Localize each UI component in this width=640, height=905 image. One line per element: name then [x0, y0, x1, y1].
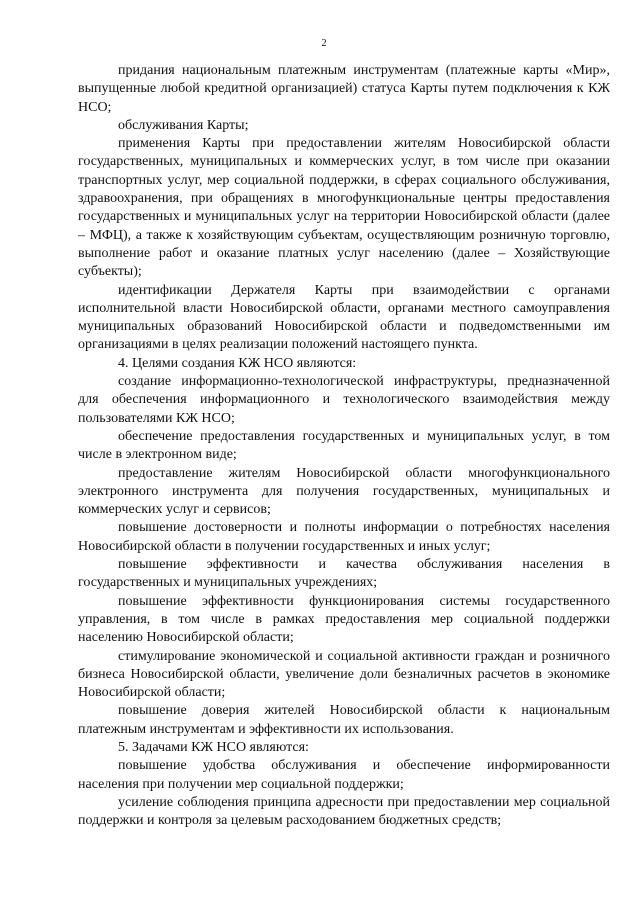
paragraph: придания национальным платежным инструментам (платежные карты «Мир», выпущенные любой кредитной организацией) статуса Карты путем подключения к КЖ НСО;: [78, 63, 610, 115]
paragraph: повышение удобства обслуживания и обеспечение информированности населения при получении мер социальной поддержки;: [78, 758, 610, 792]
paragraph: стимулирование экономической и социальной активности граждан и розничного бизнеса Новосибирской области, увеличение доли безналичных расчетов в экономике Новосибирской области;: [78, 648, 610, 701]
paragraph: обслуживания Карты;: [118, 117, 249, 133]
page-number: 2: [321, 38, 327, 49]
paragraph: 4. Целями создания КЖ НСО являются:: [118, 355, 357, 371]
paragraph: применения Карты при предоставлении жителям Новосибирской области государственных, муниципальных и коммерческих услуг, в том числе при оказании транспортных услуг, мер социальной поддержки, в сферах социального обслуживания, здравоохранения, при обращениях в многофункциональные центры предоставления государственных и муниципальных услуг на территории Новосибирской области (далее – МФЦ), а также к хозяйствующим субъектам, осуществляющим розничную торговлю, выполнение работ и оказание платных услуг населению (далее – Хозяйствующие субъекты);: [78, 136, 610, 280]
paragraph: повышение эффективности функционирования системы государственного управления, в том числе в рамках предоставления мер социальной поддержки населению Новосибирской области;: [78, 593, 610, 646]
paragraph: создание информационно-технологической инфраструктуры, предназначенной для обеспечения информационного и технологического взаимодействия между пользователями КЖ НСО;: [78, 374, 610, 426]
document-body: [78, 62, 610, 830]
paragraph: повышение достоверности и полноты информации о потребностях населения Новосибирской области в получении государственных и иных услуг;: [78, 520, 610, 554]
paragraph: 5. Задачами КЖ НСО являются:: [118, 739, 309, 755]
paragraph: повышение доверия жителей Новосибирской области к национальным платежным инструментам и эффективности их использования.: [78, 703, 610, 737]
paragraph: предоставление жителям Новосибирской области многофункционального электронного инструмента для получения государственных, муниципальных и коммерческих услуг и сервисов;: [78, 465, 610, 518]
paragraph: обеспечение предоставления государственных и муниципальных услуг, в том числе в электронном виде;: [78, 428, 610, 463]
paragraph: идентификации Держателя Карты при взаимодействии с органами исполнительной власти Новосибирской области, органами местного самоуправления муниципальных образований Новосибирской области и подведомственными им организациями в целях реализации положений настоящего пункта.: [78, 282, 610, 353]
paragraph: усиление соблюдения принципа адресности при предоставлении мер социальной поддержки и контроля за целевым расходованием бюджетных средств;: [78, 794, 610, 829]
paragraph: повышение эффективности и качества обслуживания населения в государственных и муниципальных учреждениях;: [78, 557, 610, 591]
